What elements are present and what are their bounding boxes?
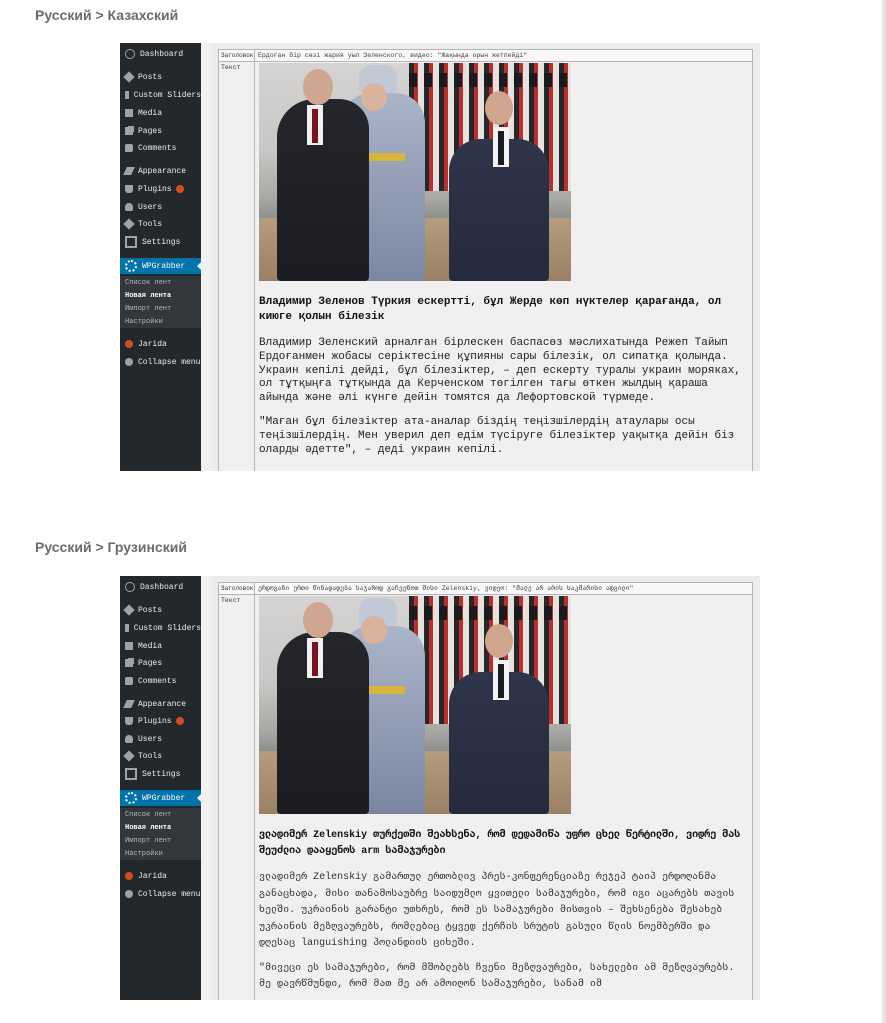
text-row <box>218 594 753 1000</box>
sidebar-item-collapse[interactable]: Collapse menu <box>120 354 201 370</box>
sidebar-item-settings[interactable]: Settings <box>120 234 201 250</box>
media-icon <box>125 109 133 117</box>
brush-icon <box>123 167 135 175</box>
sidebar-item-dashboard[interactable]: Dashboard <box>120 46 201 62</box>
article-paragraph: "მივეცი ეს სამაჯურები, რომ მშობლებს ჩვენი მეზღვაურები, სახელები ამ მეზღვაურებს. მე დავრწმუნდი, რომ მათ მე არ ამოიღონ სამაჯურები, სანამ იმ <box>259 962 735 990</box>
title-input[interactable]: Ердоған бір сөзі жария уыл Зеленского, видео: "Жақында орын жетпейді" <box>258 52 528 59</box>
settings-icon <box>125 768 137 780</box>
jarida-icon <box>125 872 133 880</box>
comment-icon <box>125 144 133 152</box>
gear-icon <box>125 792 137 804</box>
submenu-item-settings[interactable]: Настройки <box>125 849 163 858</box>
settings-icon <box>125 236 137 248</box>
pin-icon <box>123 604 134 615</box>
sidebar-item-settings[interactable]: Settings <box>120 766 201 782</box>
article-photo <box>259 596 571 814</box>
text-row <box>218 61 753 471</box>
sidebar-item-pages[interactable]: Pages <box>120 655 201 671</box>
dashboard-icon <box>125 582 135 592</box>
screenshot-panel <box>120 576 760 1000</box>
submenu-item-settings[interactable]: Настройки <box>125 317 163 326</box>
media-icon <box>125 642 133 650</box>
update-badge <box>176 185 184 193</box>
sidebar-item-dashboard[interactable]: Dashboard <box>120 579 201 595</box>
sidebar-item-plugins[interactable]: Plugins <box>120 181 201 197</box>
section-heading: Русский > Казахский <box>35 7 179 23</box>
comment-icon <box>125 677 133 685</box>
feed-edit-form <box>212 43 760 471</box>
title-label: Заголовок <box>221 52 254 59</box>
sidebar-item-tools[interactable]: Tools <box>120 748 201 764</box>
wpgrabber-submenu <box>120 276 201 328</box>
sidebar-item-posts[interactable]: Posts <box>120 69 201 85</box>
brush-icon <box>123 700 135 708</box>
plugin-icon <box>125 717 133 725</box>
pin-icon <box>123 71 134 82</box>
slider-icon <box>125 91 129 99</box>
sidebar-item-media[interactable]: Media <box>120 105 201 121</box>
article-paragraph: Владимир Зеленский арналған бірлескен баспасөз мәслихатында Режеп Тайып Ердоғанмен жобасы серіктесіне құпияны сары білезік, ол сипатқа қолында. Украин кепілі дейді, бұл білезіктер, – деп ескерту туралы украин моряках, ол тұтқыңға тұтқында да Керченском төгілген тағы өткен жылдың қараша айында және әлі күнге дейін томятся да Лефортовской түрмеде. <box>259 337 741 405</box>
slider-icon <box>125 624 129 632</box>
title-input[interactable]: ერდოგანი ერთი წინადადება საჯაროდ გაჩვენოთ მისი Zelenskiy, ვიდეო: "მალე არ არის საკმარისი ადგილი" <box>258 585 634 592</box>
sidebar-item-custom-sliders[interactable]: Custom Sliders <box>120 620 201 636</box>
sidebar-item-collapse[interactable]: Collapse menu <box>120 886 201 902</box>
sidebar-item-appearance[interactable]: Appearance <box>120 696 201 712</box>
wrench-icon <box>123 218 134 229</box>
submenu-item-feed-list[interactable]: Список лент <box>125 278 172 287</box>
article-title: Владимир Зеленов Түркия ескертті, бұл Жерде көп нүктелер қарағанда, ол киюге қолын білезік <box>259 296 722 323</box>
sidebar-item-appearance[interactable]: Appearance <box>120 163 201 179</box>
screenshot-panel <box>120 43 760 471</box>
sidebar-item-wpgrabber[interactable]: WPGrabber <box>120 790 201 806</box>
sidebar-item-wpgrabber[interactable]: WPGrabber <box>120 258 201 274</box>
text-label: Текст <box>219 595 255 1000</box>
collapse-icon <box>125 358 133 366</box>
sidebar-item-jarida[interactable]: Jarida <box>120 336 201 352</box>
article-title: ვლადიმერ Zelenskiy თურქეთში შეახსენა, რომ დედამიწა უფრო ცხელ წერტილში, ვიდრე მას შეუძლია დააყენოს arm სამაჯურები <box>259 830 741 857</box>
wpgrabber-submenu <box>120 808 201 860</box>
submenu-item-new-feed[interactable]: Новая лента <box>125 823 172 832</box>
submenu-item-import-feeds[interactable]: Импорт лент <box>125 304 172 313</box>
user-icon <box>125 203 133 211</box>
wrench-icon <box>123 750 134 761</box>
sidebar-item-posts[interactable]: Posts <box>120 602 201 618</box>
sidebar-item-custom-sliders[interactable]: Custom Sliders <box>120 87 201 103</box>
sidebar-item-users[interactable]: Users <box>120 731 201 747</box>
sidebar-item-plugins[interactable]: Plugins <box>120 713 201 729</box>
pages-icon <box>125 659 133 667</box>
title-label: Заголовок <box>221 585 254 592</box>
jarida-icon <box>125 340 133 348</box>
text-editor[interactable] <box>259 596 746 1000</box>
text-label: Текст <box>219 62 255 471</box>
submenu-item-feed-list[interactable]: Список лент <box>125 810 172 819</box>
collapse-icon <box>125 890 133 898</box>
article-photo <box>259 63 571 281</box>
page-scrollbar[interactable] <box>882 0 886 1023</box>
sidebar-item-tools[interactable]: Tools <box>120 216 201 232</box>
submenu-item-import-feeds[interactable]: Импорт лент <box>125 836 172 845</box>
feed-edit-form <box>212 576 760 1000</box>
sidebar-item-pages[interactable]: Pages <box>120 123 201 139</box>
article-paragraph: ვლადიმერ Zelenskiy გამართულ ერთობლივ პრეს-კონფერენციაზე რეჯეპ ტაიპ ერდოღანმა განაცხადა, მისი თანამოსაუბრე საიდუმლო ყვითელი სამაჯურები, რომ იგი აცარებს თავის ხელში. უკრაინის გარანტი უთხრეს, რომ ეს სამაჯურები მისთვის – შეხსენება შესახებ უკრაინის მეზღვაურებს, რომლებიც ტყვედ ქერჩის სრუტის გასული წლის ნოემბერში და დღესაც languishing პოლანდიის ციხეში. <box>259 872 735 949</box>
section-heading: Русский > Грузинский <box>35 539 187 555</box>
sidebar-item-users[interactable]: Users <box>120 199 201 215</box>
pages-icon <box>125 127 133 135</box>
article-paragraph: "Маған бұл білезіктер ата-аналар біздің теңізшілердің атаулары осы теңізшілердің. Мен уверил деп едім түсіруге білезіктер уақытқа дейін біз оларды әдетте", – деді украин кепілі. <box>259 415 735 456</box>
sidebar-item-media[interactable]: Media <box>120 638 201 654</box>
update-badge <box>176 717 184 725</box>
sidebar-item-comments[interactable]: Comments <box>120 673 201 689</box>
dashboard-icon <box>125 49 135 59</box>
plugin-icon <box>125 185 133 193</box>
wp-admin-sidebar <box>120 43 201 471</box>
submenu-item-new-feed[interactable]: Новая лента <box>125 291 172 300</box>
user-icon <box>125 735 133 743</box>
gear-icon <box>125 260 137 272</box>
wp-admin-sidebar <box>120 576 201 1000</box>
sidebar-item-comments[interactable]: Comments <box>120 140 201 156</box>
text-editor[interactable] <box>259 63 746 471</box>
sidebar-item-jarida[interactable]: Jarida <box>120 868 201 884</box>
